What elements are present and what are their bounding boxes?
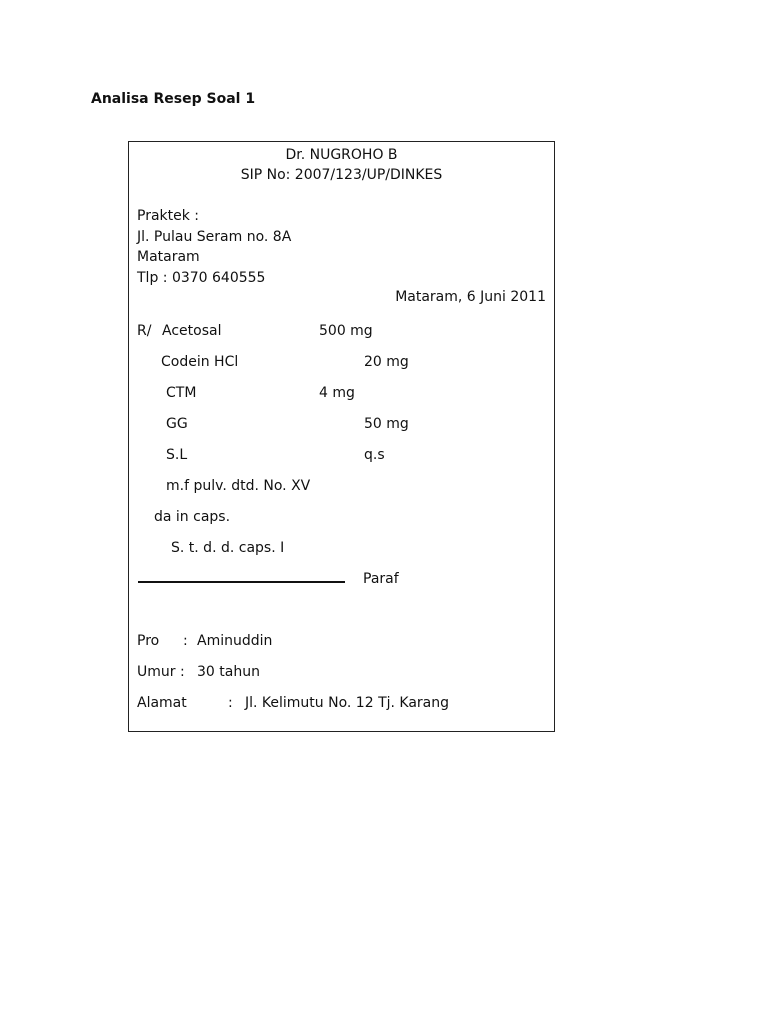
patient-age-label: Umur :: [137, 664, 185, 680]
drug-name: GG: [166, 416, 188, 432]
practice-phone: Tlp : 0370 640555: [137, 270, 266, 286]
recipe-symbol: R/: [137, 323, 152, 339]
patient-pro-separator: :: [183, 633, 188, 649]
doctor-name: Dr. NUGROHO B: [285, 147, 398, 163]
drug-name: Codein HCl: [161, 354, 239, 370]
prescription-form: [128, 141, 555, 732]
drug-dose: 50 mg: [364, 416, 409, 432]
patient-address-label: Alamat: [137, 695, 187, 711]
patient-name: Aminuddin: [197, 633, 273, 649]
patient-pro-label: Pro: [137, 633, 160, 649]
practice-city: Mataram: [137, 249, 200, 265]
drug-dose: 500 mg: [319, 323, 373, 339]
paraf-label: Paraf: [363, 571, 399, 587]
drug-name: CTM: [166, 385, 197, 401]
signa-instruction: S. t. d. d. caps. I: [171, 540, 285, 556]
drug-dose: q.s: [364, 447, 385, 463]
prescription-date: Mataram, 6 Juni 2011: [395, 289, 546, 305]
patient-age: 30 tahun: [197, 664, 260, 680]
page-heading: Analisa Resep Soal 1: [91, 91, 256, 107]
drug-dose: 4 mg: [319, 385, 355, 401]
compounding-instruction: m.f pulv. dtd. No. XV: [166, 478, 311, 494]
patient-address: Jl. Kelimutu No. 12 Tj. Karang: [245, 695, 450, 711]
practice-street: Jl. Pulau Seram no. 8A: [137, 229, 292, 245]
drug-dose: 20 mg: [364, 354, 409, 370]
signature-line: [138, 581, 345, 583]
doctor-sip-number: SIP No: 2007/123/UP/DINKES: [240, 167, 443, 183]
practice-label: Praktek :: [137, 208, 200, 224]
patient-address-separator: :: [228, 695, 233, 711]
drug-name: Acetosal: [162, 323, 222, 339]
dispensing-instruction: da in caps.: [154, 509, 231, 525]
drug-name: S.L: [166, 447, 188, 463]
